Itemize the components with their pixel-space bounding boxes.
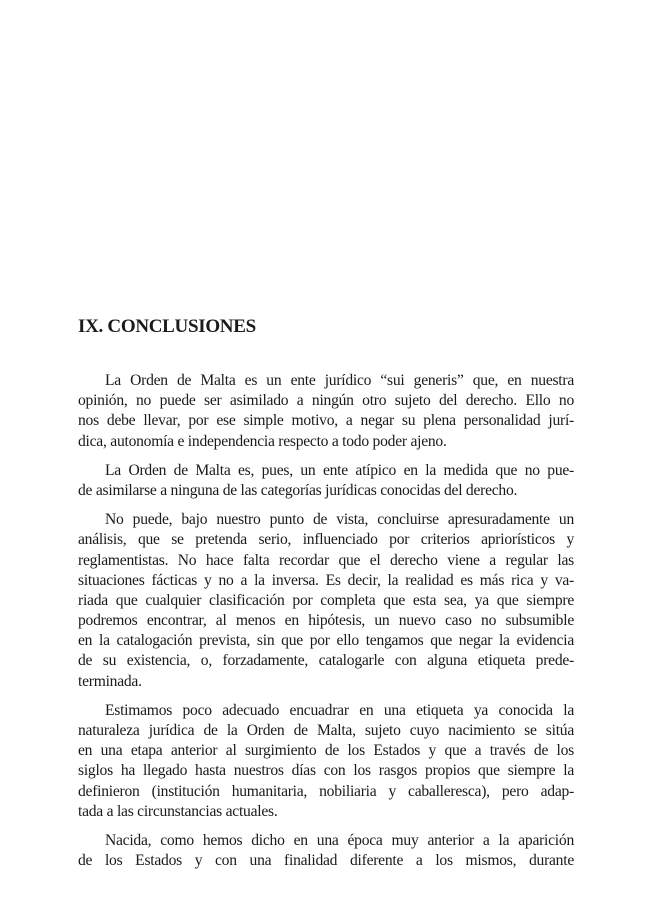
text-line: tada a las circunstancias actuales. [78, 802, 278, 820]
document-page [78, 0, 574, 910]
text-line: reglamentistas. No hace falta recordar que el derecho viene a regular las [78, 551, 574, 569]
text-line: de los Estados y con una finalidad diferente a los mismos, durante [78, 852, 574, 870]
paragraph [78, 831, 574, 871]
text-line: nos debe llevar, por ese simple motivo, a negar su plena personalidad jurí- [78, 412, 574, 430]
text-line: La Orden de Malta es, pues, un ente atípico en la medida que no pue- [105, 461, 574, 479]
text-line: definieron (institución humanitaria, nobiliaria y caballeresca), pero adap- [78, 782, 574, 800]
text-line: situaciones fácticas y no a la inversa. Es decir, la realidad es más rica y va- [78, 571, 574, 589]
text-line: en una etapa anterior al surgimiento de los Estados y que a través de los [78, 742, 574, 760]
text-line: naturaleza jurídica de la Orden de Malta, sujeto cuyo nacimiento se sitúa [78, 722, 574, 739]
text-line: dica, autonomía e independencia respecto a todo poder ajeno. [78, 432, 447, 450]
text-line: de su existencia, o, forzadamente, catalogarle con alguna etiqueta prede- [78, 652, 574, 670]
body-text [78, 371, 574, 880]
paragraph [78, 701, 574, 822]
text-line: La Orden de Malta es un ente jurídico “sui generis” que, en nuestra [105, 372, 574, 389]
paragraph [78, 461, 574, 501]
text-line: No puede, bajo nuestro punto de vista, concluirse apresuradamente un [105, 511, 574, 529]
text-line: opinión, no puede ser asimilado a ningún otro sujeto del derecho. Ello no [78, 392, 574, 410]
paragraph [78, 371, 574, 452]
text-line: análisis, que se pretenda serio, influenciado por criterios apriorísticos y [78, 531, 574, 549]
section-heading: IX. CONCLUSIONES [78, 316, 256, 337]
text-line: Nacida, como hemos dicho en una época muy anterior a la aparición [105, 831, 574, 849]
text-line: siglos ha llegado hasta nuestros días con los rasgos propios que siempre la [78, 762, 574, 780]
text-line: de asimilarse a ninguna de las categorías jurídicas conocidas del derecho. [78, 481, 518, 499]
text-line: terminada. [78, 672, 142, 690]
text-line: en la catalogación prevista, sin que por ello tengamos que negar la evidencia [78, 632, 574, 650]
text-line: podremos encontrar, al menos en hipótesis, un nuevo caso no subsumible [78, 612, 574, 630]
text-line: riada que cualquier clasificación por completa que esta sea, ya que siempre [78, 591, 574, 609]
text-line: Estimamos poco adecuado encuadrar en una etiqueta ya conocida la [105, 701, 574, 719]
paragraph [78, 510, 574, 692]
